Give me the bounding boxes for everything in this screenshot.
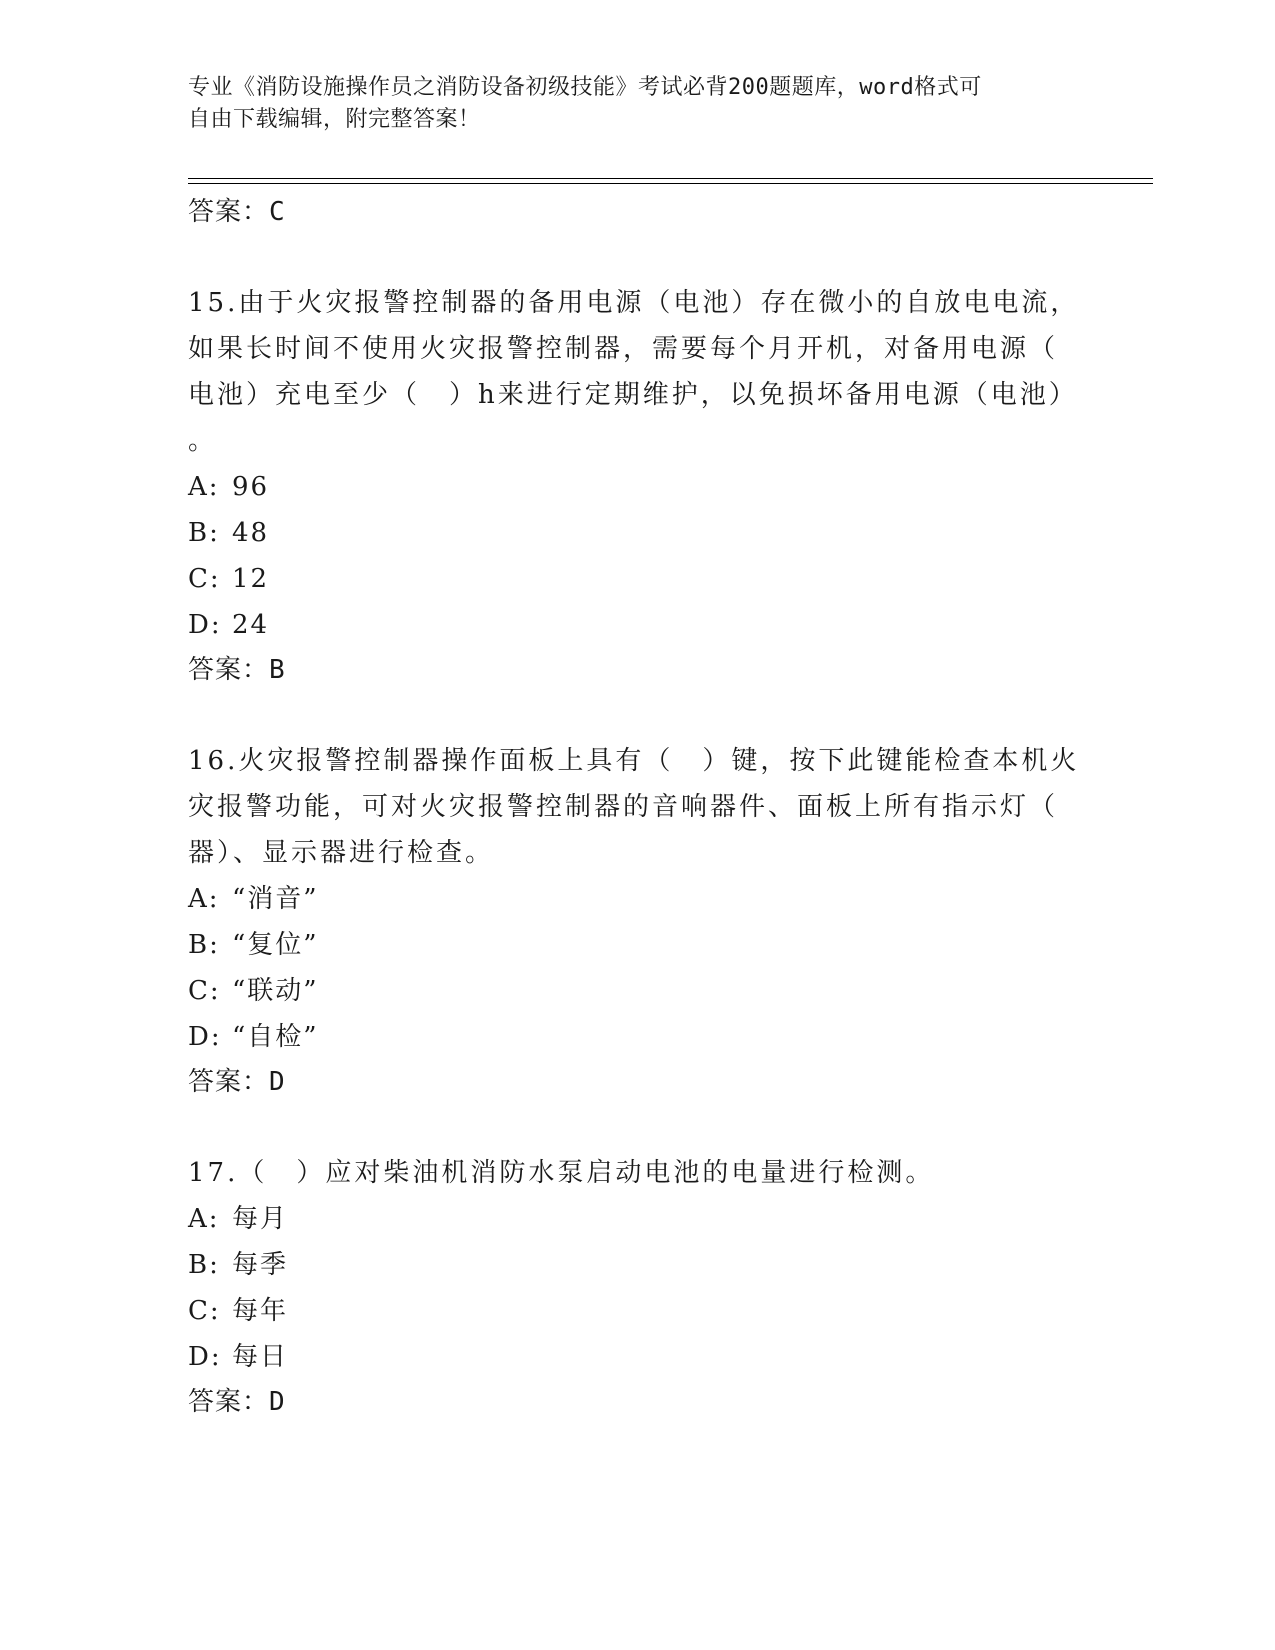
option-a <box>188 1196 1088 1242</box>
option-label: D: <box>188 1342 222 1372</box>
question-answer: 答案：B <box>188 655 286 685</box>
option-b <box>188 1242 1088 1288</box>
option-a <box>188 464 1088 510</box>
question-15 <box>188 280 1088 692</box>
header-line-2: 自由下载编辑，附完整答案！ <box>188 107 481 132</box>
option-text: 每月 <box>232 1204 289 1234</box>
option-text: 96 <box>232 472 270 502</box>
question-17 <box>188 1150 1088 1424</box>
question-answer: 答案：D <box>188 1387 286 1417</box>
question-16 <box>188 738 1088 1104</box>
option-c <box>188 556 1088 602</box>
option-text: “消音” <box>232 884 319 914</box>
document-header <box>188 72 1068 136</box>
option-text: “自检” <box>232 1022 319 1052</box>
previous-answer: 答案：C <box>188 197 286 227</box>
option-d <box>188 1014 1088 1060</box>
option-label: D: <box>188 1022 222 1052</box>
question-stem <box>188 280 1088 464</box>
header-divider-top <box>188 178 1153 179</box>
option-label: B: <box>188 1250 220 1280</box>
option-d <box>188 602 1088 648</box>
question-stem <box>188 738 1088 876</box>
question-stem <box>188 1150 1088 1196</box>
option-a <box>188 876 1088 922</box>
stem-line: 。 <box>188 426 218 456</box>
option-label: D: <box>188 610 222 640</box>
option-label: C: <box>188 564 221 594</box>
stem-line: 17.（ ）应对柴油机消防水泵启动电池的电量进行检测。 <box>188 1158 935 1188</box>
option-text: 12 <box>232 564 270 594</box>
option-label: A: <box>188 1204 220 1234</box>
header-divider-bottom <box>188 183 1153 184</box>
stem-line: 器）、显示器进行检查。 <box>188 838 495 868</box>
option-label: B: <box>188 930 220 960</box>
stem-line: 如果长时间不使用火灾报警控制器，需要每个月开机，对备用电源（ <box>188 334 1059 364</box>
header-line-1: 专业《消防设施操作员之消防设备初级技能》考试必背200题题库，word格式可 <box>188 75 982 100</box>
stem-line: 16.火灾报警控制器操作面板上具有（ ）键，按下此键能检查本机火 <box>188 746 1080 776</box>
stem-line: 灾报警功能，可对火灾报警控制器的音响器件、面板上所有指示灯（ <box>188 792 1059 822</box>
option-text: 每年 <box>232 1296 289 1326</box>
option-text: 每日 <box>232 1342 289 1372</box>
option-text: 48 <box>232 518 270 548</box>
option-label: C: <box>188 976 221 1006</box>
question-answer: 答案：D <box>188 1067 286 1097</box>
stem-line: 15.由于火灾报警控制器的备用电源（电池）存在微小的自放电电流， <box>188 288 1080 318</box>
option-text: 每季 <box>232 1250 289 1280</box>
option-text: 24 <box>232 610 270 640</box>
option-label: C: <box>188 1296 221 1326</box>
option-d <box>188 1334 1088 1380</box>
option-text: “联动” <box>232 976 319 1006</box>
option-c <box>188 968 1088 1014</box>
document-body <box>188 190 1088 1424</box>
option-text: “复位” <box>232 930 319 960</box>
option-label: B: <box>188 518 220 548</box>
option-b <box>188 510 1088 556</box>
option-c <box>188 1288 1088 1334</box>
option-label: A: <box>188 472 220 502</box>
option-b <box>188 922 1088 968</box>
option-label: A: <box>188 884 220 914</box>
stem-line: 电池）充电至少（ ）h来进行定期维护，以免损坏备用电源（电池） <box>188 380 1078 410</box>
